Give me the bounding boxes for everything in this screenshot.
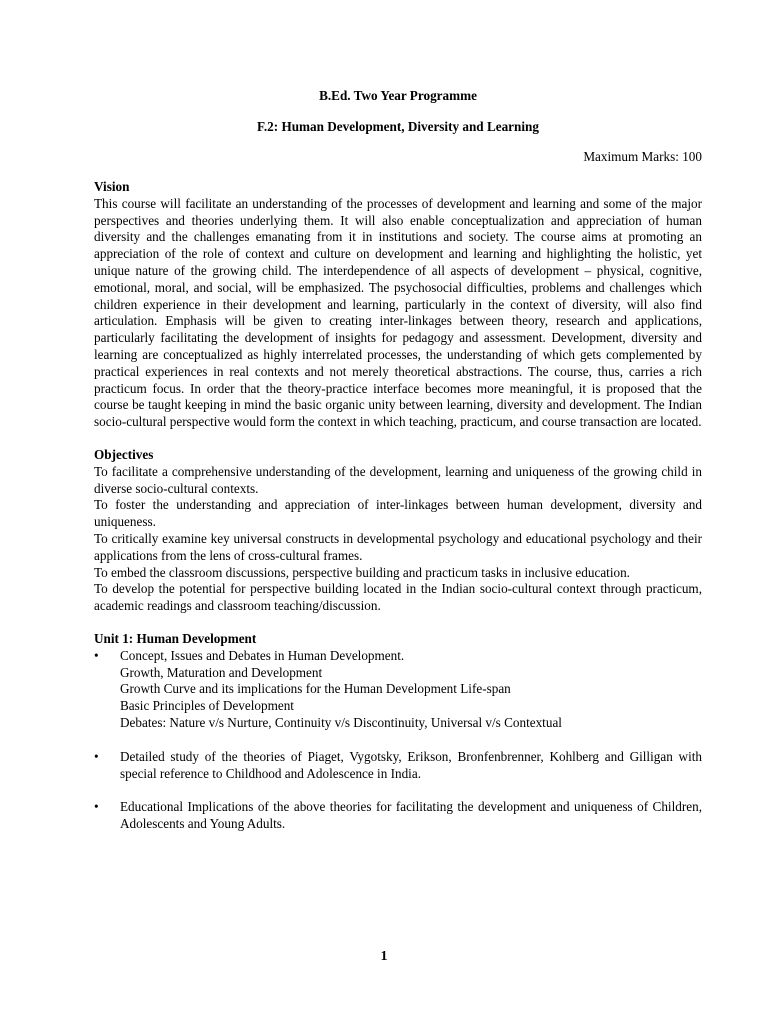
bullet-icon: • [94,647,99,663]
objective-item: To facilitate a comprehensive understanding of the development, learning and uniqueness of the growing child in diverse socio-cultural contexts. [94,463,702,496]
objective-item: To embed the classroom discussions, perspective building and practicum tasks in inclusive education. [94,564,630,580]
maximum-marks: Maximum Marks: 100 [583,149,702,164]
objective-item: To foster the understanding and appreciation of inter-linkages between human development, diversity and uniqueness. [94,497,702,530]
bullet-icon: • [94,748,99,764]
topic-line: Growth Curve and its implications for the Human Development Life-span [120,681,511,697]
unit1-heading: Unit 1: Human Development [94,630,257,646]
bullet-icon: • [94,799,99,815]
topic-line: Detailed study of the theories of Piaget, Vygotsky, Erikson, Bronfenbrenner, Kohlberg and Gilligan with special reference to Childhood and Adolescence in India. [120,748,702,781]
topic-line: Basic Principles of Development [120,698,294,714]
section-spacer [94,615,702,631]
objectives-list [94,464,702,615]
course-title: F.2: Human Development, Diversity and Learning [257,119,539,134]
objectives-heading: Objectives [94,446,154,462]
unit1-topic-concepts [94,648,702,732]
topic-line: Debates: Nature v/s Nurture, Continuity v/s Discontinuity, Universal v/s Contextual [120,714,562,730]
objective-item: To critically examine key universal constructs in developmental psychology and educational psychology and their applications from the lens of cross-cultural frames. [94,530,702,563]
unit1-topic-implications [94,799,702,833]
unit1-topic-theories [94,749,702,783]
vision-heading: Vision [94,179,130,194]
vision-paragraph: This course will facilitate an understanding of the processes of development and learning and some of the major perspectives and theories underlying them. It will also enable conceptualization and appreciation of human diversity and the challenges emanating from it in institutions and society. The course aims at promoting an appreciation of the role of context and culture on development and learning and highlighting the holistic, yet unique nature of the growing child. The interdependence of all aspects of development – physical, cognitive, emotional, moral, and social, will be emphasized. The psychosocial difficulties, problems and challenges which children experience in their development and learning, particularly in the context of diversity, will also find articulation. Emphasis will be given to creating inter-linkages between theory, research and applications, particularly facilitating the development of insights for pedagogy and assessment. Development, diversity and learning are conceptualized as highly interrelated processes, the understanding of which gets complemented by practical experiences in real contexts and not merely theoretical abstractions. The course, thus, carries a rich practicum focus. In order that the theory-practice interface becomes more meaningful, it is proposed that the course be taught keeping in mind the basic organic unity between learning, diversity and development. The Indian socio-cultural perspective would form the context in which teaching, practicum, and course transaction are located. [94,195,702,430]
unit1-topic-list [94,648,702,833]
section-spacer [94,431,702,447]
programme-title: B.Ed. Two Year Programme [319,88,477,103]
topic-line: Growth, Maturation and Development [120,664,323,680]
topic-line: Educational Implications of the above theories for facilitating the development and uniqueness of Children, Adolescents and Young Adults. [120,799,702,832]
objective-item: To develop the potential for perspective building located in the Indian socio-cultural context through practicum, academic readings and classroom teaching/discussion. [94,581,702,614]
topic-line: Concept, Issues and Debates in Human Development. [120,647,405,663]
page-number: 1 [380,949,388,964]
